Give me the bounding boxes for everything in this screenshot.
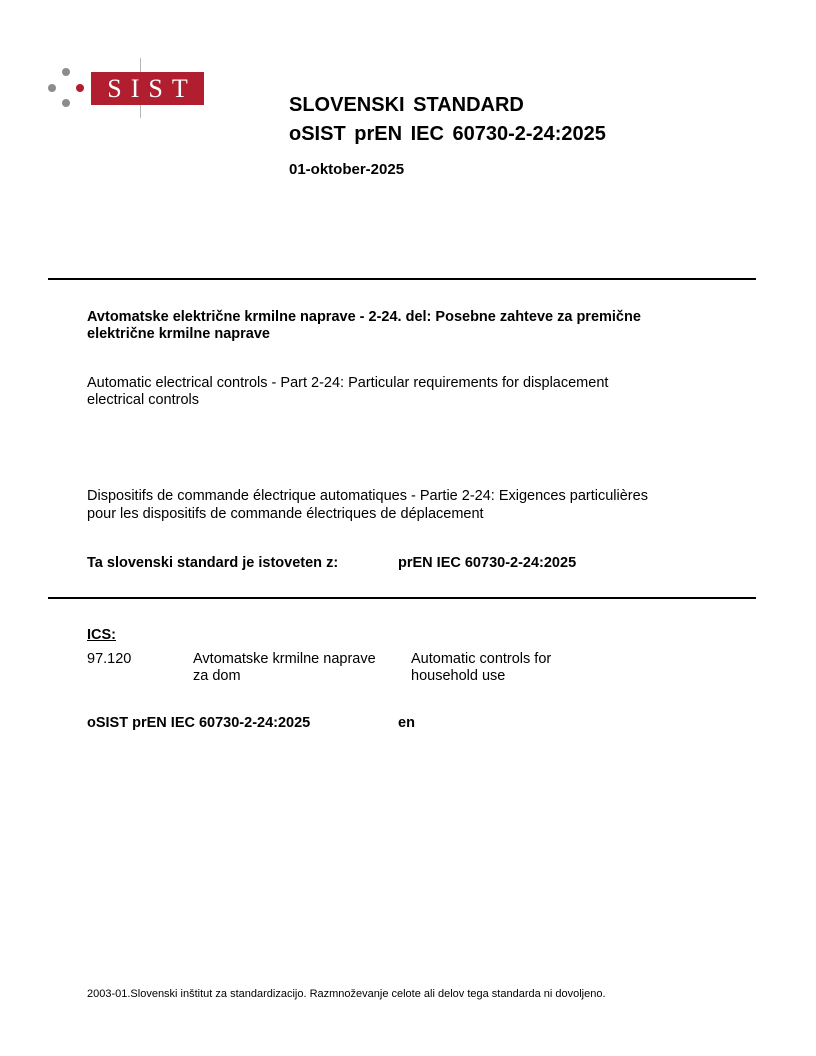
top-divider (48, 278, 756, 280)
ics-heading: ICS: (87, 627, 116, 643)
logo-dot-icon (62, 68, 70, 76)
title-french-line2: pour les dispositifs de commande électriques de déplacement (87, 506, 484, 522)
ics-slovenian-line1: Avtomatske krmilne naprave (193, 651, 376, 667)
logo-dot-accent-icon (76, 84, 84, 92)
copyright-footer: 2003-01.Slovenski inštitut za standardizacijo. Razmnoževanje celote ali delov tega standarda ni dovoljeno. (87, 988, 606, 1000)
title-slovenian-line1: Avtomatske električne krmilne naprave - 2-24. del: Posebne zahteve za premične (87, 309, 641, 325)
title-english-line1: Automatic electrical controls - Part 2-24: Particular requirements for displacement (87, 375, 609, 391)
ics-english-line1: Automatic controls for (411, 651, 552, 667)
reference-language: en (398, 715, 415, 731)
reference-code: oSIST prEN IEC 60730-2-24:2025 (87, 715, 311, 731)
title-slovenian-line2: električne krmilne naprave (87, 326, 270, 342)
standard-code-heading: oSIST prEN IEC 60730-2-24:2025 (289, 123, 606, 145)
logo-dot-icon (48, 84, 56, 92)
identical-label: Ta slovenski standard je istoveten z: (87, 555, 339, 571)
title-english-line2: electrical controls (87, 392, 200, 408)
ics-slovenian-line2: za dom (193, 668, 241, 684)
logo-text: SIST (107, 74, 197, 103)
title-french-line1: Dispositifs de commande électrique automatiques - Partie 2-24: Exigences particulières (87, 488, 648, 504)
bottom-divider (48, 597, 756, 599)
logo-dot-icon (62, 99, 70, 107)
standard-heading: SLOVENSKI STANDARD (289, 94, 524, 116)
ics-code: 97.120 (87, 651, 132, 667)
ics-english-line2: household use (411, 668, 506, 684)
publication-date: 01-oktober-2025 (289, 161, 405, 178)
identical-value: prEN IEC 60730-2-24:2025 (398, 555, 577, 571)
